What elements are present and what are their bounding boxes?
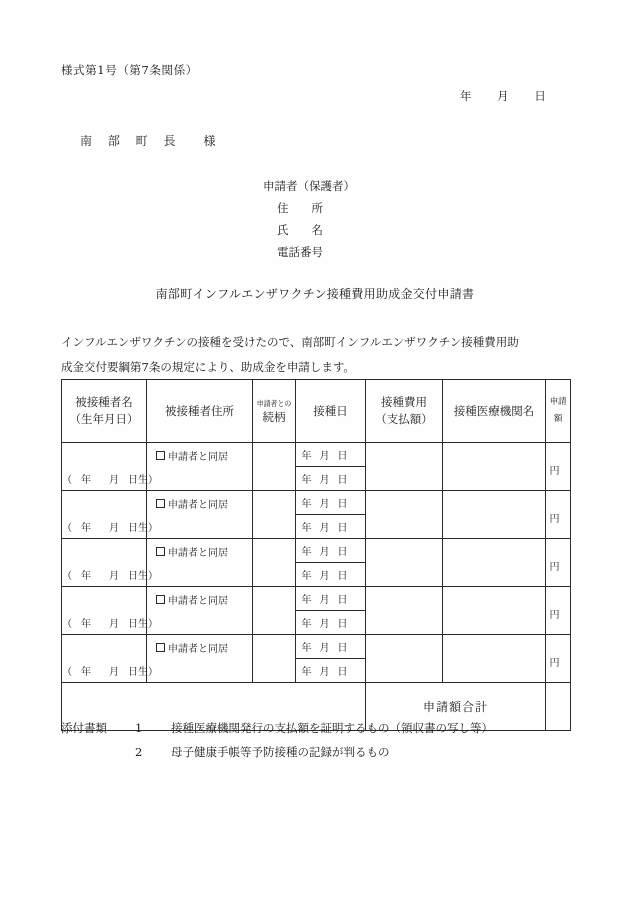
cell-vaccination-date[interactable]: 年 月 日 xyxy=(296,587,366,611)
currency-label: 円 xyxy=(549,609,560,621)
table-body xyxy=(62,380,571,731)
cohabit-checkbox[interactable] xyxy=(156,448,228,463)
cell-relation[interactable] xyxy=(253,539,296,587)
header-amount: 申請額 xyxy=(546,380,571,443)
note-row-2 xyxy=(61,740,493,764)
cell-recipient-address[interactable] xyxy=(147,635,253,683)
applicant-title: 申請者（保護者） xyxy=(263,179,355,193)
cell-vaccination-date[interactable]: 年 月 日 xyxy=(296,539,366,563)
attachment-label: 添付書類 xyxy=(61,721,107,735)
currency-label: 円 xyxy=(549,513,560,525)
birth-date-placeholder: （ 年 月 日生） xyxy=(62,571,158,582)
cell-vaccination-date-second[interactable]: 年 月 日 xyxy=(296,611,366,635)
addressee xyxy=(80,132,215,149)
date-year-label: 年 xyxy=(460,89,472,103)
cell-institution[interactable] xyxy=(443,491,546,539)
header-institution: 接種医療機関名 xyxy=(443,380,546,443)
applicant-block xyxy=(263,175,355,263)
header-recipient-name-main: 被接種者名 xyxy=(75,395,133,409)
cell-cost[interactable] xyxy=(366,635,443,683)
cell-recipient-name[interactable] xyxy=(62,635,158,683)
header-cost-top: 接種費用 xyxy=(381,395,427,409)
cell-recipient-address[interactable] xyxy=(147,491,253,539)
cell-amount[interactable] xyxy=(546,443,571,491)
note-number-2: 2 xyxy=(135,745,143,759)
note-text-1: 接種医療機関発行の支払額を証明するもの（領収書の写し等） xyxy=(171,721,493,735)
note-text-2: 母子健康手帳等予防接種の記録が判るもの xyxy=(171,745,390,759)
header-relation-top: 申請者との xyxy=(256,398,292,408)
addressee-name: 南 部 町 長 xyxy=(80,134,182,148)
cohabit-label: 申請者と同居 xyxy=(168,596,228,607)
header-recipient-name xyxy=(62,380,147,443)
currency-label: 円 xyxy=(549,657,560,669)
checkbox-icon[interactable] xyxy=(156,499,165,508)
cell-institution[interactable] xyxy=(443,443,546,491)
cell-relation[interactable] xyxy=(253,587,296,635)
attachment-notes xyxy=(61,716,493,764)
applicant-address-label: 住 所 xyxy=(277,201,323,215)
table-header-row xyxy=(62,380,571,443)
cell-relation[interactable] xyxy=(253,635,296,683)
body-line-2: 成金交付要綱第7条の規定により、助成金を申請します。 xyxy=(61,360,355,374)
cohabit-checkbox[interactable] xyxy=(156,544,228,559)
date-line xyxy=(460,88,546,104)
cell-amount[interactable] xyxy=(546,635,571,683)
table-row xyxy=(62,587,571,611)
body-paragraph xyxy=(61,330,569,380)
table-row xyxy=(62,443,571,467)
applicant-phone-label: 電話番号 xyxy=(277,245,323,259)
cell-amount[interactable] xyxy=(546,539,571,587)
date-month-label: 月 xyxy=(497,89,509,103)
cell-amount[interactable] xyxy=(546,491,571,539)
page-title: 南部町インフルエンザワクチン接種費用助成金交付申請書 xyxy=(155,287,475,301)
cohabit-checkbox[interactable] xyxy=(156,496,228,511)
cell-institution[interactable] xyxy=(443,539,546,587)
cell-institution[interactable] xyxy=(443,635,546,683)
cell-cost[interactable] xyxy=(366,491,443,539)
cohabit-checkbox[interactable] xyxy=(156,640,228,655)
table-row xyxy=(62,635,571,659)
checkbox-icon[interactable] xyxy=(156,451,165,460)
table-row xyxy=(62,539,571,563)
birth-date-placeholder: （ 年 月 日生） xyxy=(62,667,158,678)
cell-recipient-address[interactable] xyxy=(147,443,253,491)
cell-vaccination-date[interactable]: 年 月 日 xyxy=(296,491,366,515)
cell-recipient-name[interactable] xyxy=(62,587,158,635)
applicant-name-label: 氏 名 xyxy=(277,223,323,237)
header-vaccination-date: 接種日 xyxy=(296,380,366,443)
header-recipient-name-sub: （生年月日） xyxy=(69,412,139,426)
checkbox-icon[interactable] xyxy=(156,595,165,604)
cell-amount[interactable] xyxy=(546,587,571,635)
total-amount-cell[interactable] xyxy=(546,683,571,731)
cell-institution[interactable] xyxy=(443,587,546,635)
cohabit-label: 申請者と同居 xyxy=(168,500,228,511)
birth-date-placeholder: （ 年 月 日生） xyxy=(62,523,158,534)
cell-vaccination-date-second[interactable]: 年 月 日 xyxy=(296,659,366,683)
cell-vaccination-date-second[interactable]: 年 月 日 xyxy=(296,467,366,491)
cell-recipient-name[interactable] xyxy=(62,539,158,587)
checkbox-icon[interactable] xyxy=(156,547,165,556)
currency-label: 円 xyxy=(549,465,560,477)
birth-date-placeholder: （ 年 月 日生） xyxy=(62,475,158,486)
cell-relation[interactable] xyxy=(253,443,296,491)
cell-vaccination-date[interactable]: 年 月 日 xyxy=(296,443,366,467)
cohabit-label: 申請者と同居 xyxy=(168,644,228,655)
cohabit-checkbox[interactable] xyxy=(156,592,228,607)
cohabit-label: 申請者と同居 xyxy=(168,548,228,559)
cell-vaccination-date-second[interactable]: 年 月 日 xyxy=(296,515,366,539)
header-cost xyxy=(366,380,443,443)
cell-vaccination-date-second[interactable]: 年 月 日 xyxy=(296,563,366,587)
cell-recipient-address[interactable] xyxy=(147,587,253,635)
currency-label: 円 xyxy=(549,561,560,573)
cohabit-label: 申請者と同居 xyxy=(168,452,228,463)
header-recipient-address: 被接種者住所 xyxy=(147,380,253,443)
cell-recipient-name[interactable] xyxy=(62,443,158,491)
body-line-1: インフルエンザワクチンの接種を受けたので、南部町インフルエンザワクチン接種費用助 xyxy=(61,335,519,349)
cell-cost[interactable] xyxy=(366,443,443,491)
header-relation xyxy=(253,380,296,443)
total-label: 申請額合計 xyxy=(366,683,546,731)
cell-relation[interactable] xyxy=(253,491,296,539)
header-relation-bottom: 続柄 xyxy=(262,409,286,424)
cell-recipient-name[interactable] xyxy=(62,491,158,539)
cell-cost[interactable] xyxy=(366,539,443,587)
note-number-1: 1 xyxy=(135,721,143,735)
table-row xyxy=(62,491,571,515)
date-day-label: 日 xyxy=(534,89,546,103)
cell-cost[interactable] xyxy=(366,587,443,635)
form-number: 様式第1号（第7条関係） xyxy=(61,63,198,77)
checkbox-icon[interactable] xyxy=(156,643,165,652)
cell-vaccination-date[interactable]: 年 月 日 xyxy=(296,635,366,659)
addressee-honorific: 様 xyxy=(203,134,216,148)
cell-recipient-address[interactable] xyxy=(147,539,253,587)
header-cost-bottom: （支払額） xyxy=(375,412,433,426)
note-row-1 xyxy=(61,716,493,740)
application-table xyxy=(61,379,571,731)
birth-date-placeholder: （ 年 月 日生） xyxy=(62,619,158,630)
